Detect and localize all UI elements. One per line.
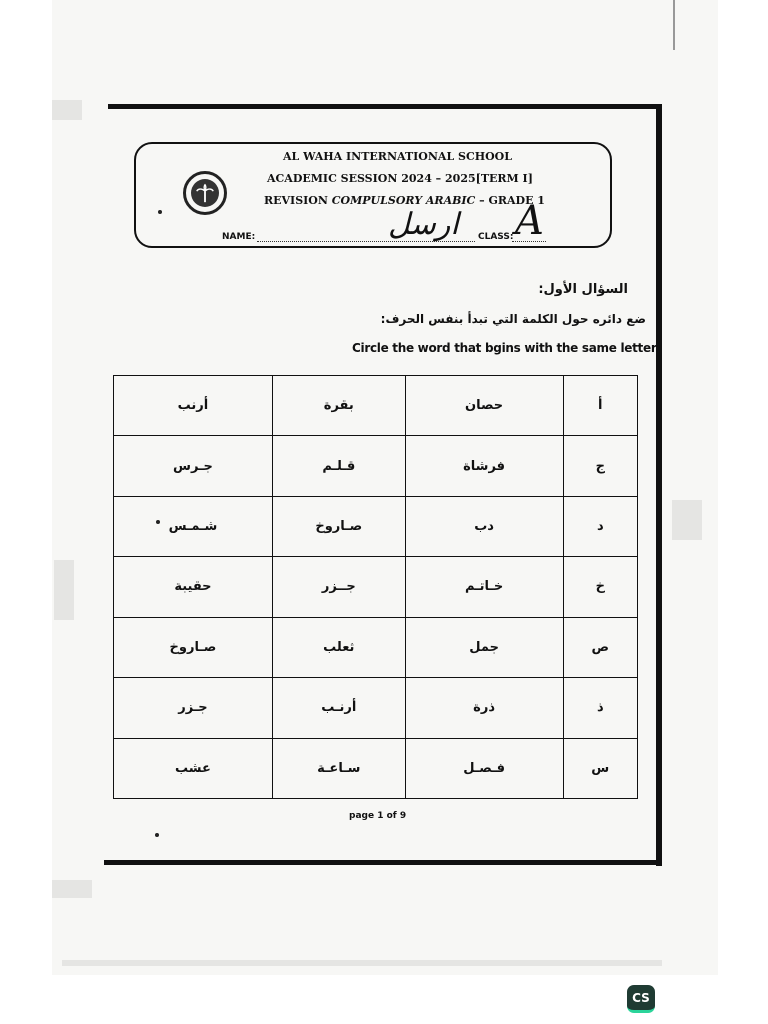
row-letter: أ	[563, 376, 637, 436]
word-choice[interactable]: عشب	[114, 738, 273, 798]
school-logo	[183, 171, 227, 215]
school-name: AL WAHA INTERNATIONAL SCHOOL	[283, 150, 512, 163]
revision-subject: COMPULSORY ARABIC	[331, 194, 476, 207]
speck	[156, 520, 160, 524]
word-choice[interactable]: سـاعـة	[272, 738, 405, 798]
word-choice[interactable]: شـمـس	[114, 496, 273, 556]
word-choice[interactable]: حصان	[405, 376, 563, 436]
revision-suffix: – GRADE 1	[475, 194, 545, 207]
table-row	[114, 738, 638, 798]
row-letter: س	[563, 738, 637, 798]
table-row	[114, 436, 638, 496]
word-choice[interactable]: جمل	[405, 617, 563, 677]
revision-title	[264, 194, 545, 207]
class-label: CLASS:	[478, 232, 514, 242]
class-handwritten: A	[515, 198, 544, 244]
question-title: السؤال الأول:	[538, 282, 628, 297]
page-number: page 1 of 9	[349, 811, 407, 821]
word-choice[interactable]: صـاروخ	[114, 617, 273, 677]
row-letter: ص	[563, 617, 637, 677]
row-letter: ذ	[563, 678, 637, 738]
table-row	[114, 678, 638, 738]
row-letter: خ	[563, 557, 637, 617]
word-choice[interactable]: أرنب	[114, 376, 273, 436]
instruction-arabic: ضع دائره حول الكلمة التي تبدأ بنفس الحرف:	[380, 312, 646, 326]
word-choice[interactable]: أرنـب	[272, 678, 405, 738]
word-choice[interactable]: جـزر	[114, 678, 273, 738]
word-choice[interactable]: خـاتـم	[405, 557, 563, 617]
name-label: NAME:	[222, 232, 256, 242]
frame-border-top	[108, 104, 662, 109]
instruction-english: Circle the word that bgins with the same letter:	[352, 341, 661, 355]
speck	[155, 833, 159, 837]
word-choice[interactable]: قـلـم	[272, 436, 405, 496]
word-choice[interactable]: ثعلب	[272, 617, 405, 677]
row-letter: د	[563, 496, 637, 556]
frame-border-bottom	[104, 860, 660, 865]
academic-session: ACADEMIC SESSION 2024 – 2025[TERM I]	[267, 172, 533, 185]
row-letter: ج	[563, 436, 637, 496]
revision-prefix: REVISION	[264, 194, 332, 207]
word-choice[interactable]: بقرة	[272, 376, 405, 436]
table-row	[114, 376, 638, 436]
table-row	[114, 496, 638, 556]
word-choice[interactable]: جــزر	[272, 557, 405, 617]
page-edge-mark	[673, 0, 675, 50]
palm-tree-icon	[191, 179, 219, 207]
word-choice[interactable]: ذرة	[405, 678, 563, 738]
word-choice[interactable]: حقيبة	[114, 557, 273, 617]
camscanner-badge: CS	[627, 985, 655, 1013]
word-choice[interactable]: فـصـل	[405, 738, 563, 798]
word-choice[interactable]: صـاروخ	[272, 496, 405, 556]
speck	[158, 210, 162, 214]
frame-border-right	[656, 104, 662, 866]
word-choice[interactable]: دب	[405, 496, 563, 556]
letter-word-table	[113, 375, 638, 799]
table-row	[114, 557, 638, 617]
word-choice[interactable]: فرشاة	[405, 436, 563, 496]
word-choice[interactable]: جـرس	[114, 436, 273, 496]
name-handwritten: ارسل	[388, 207, 459, 242]
table-row	[114, 617, 638, 677]
